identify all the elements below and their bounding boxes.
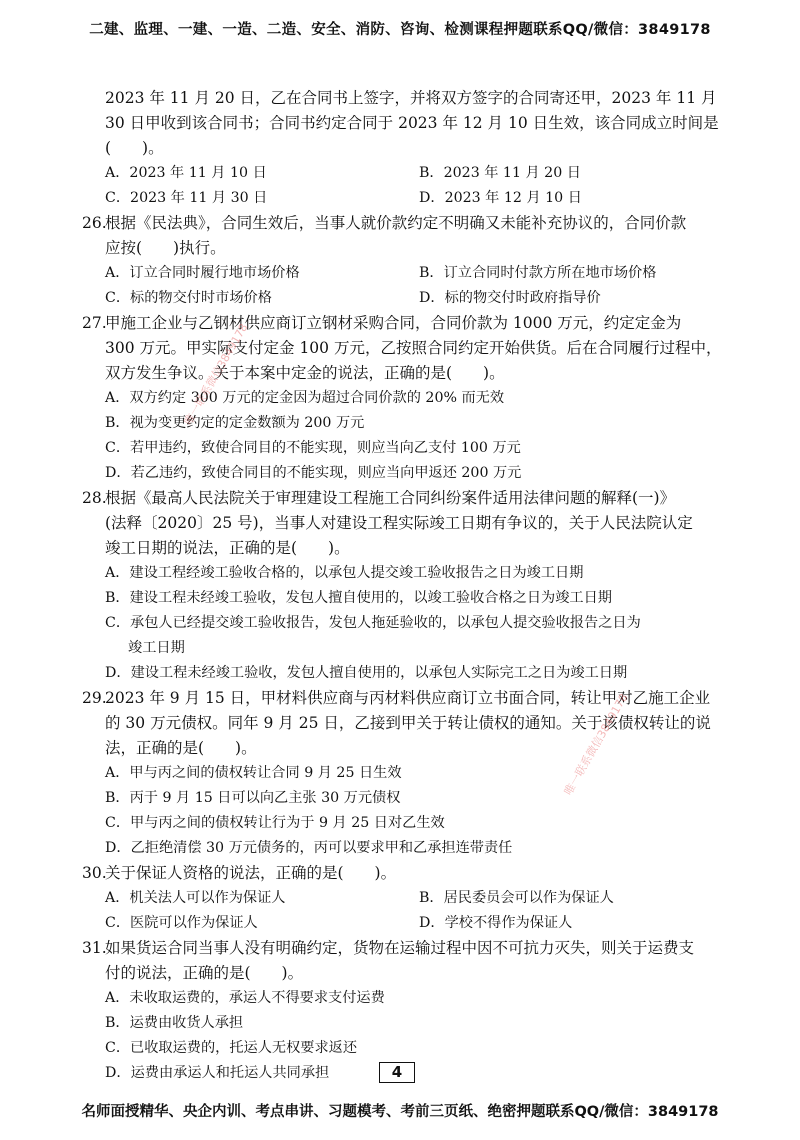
page-number: 4 <box>379 1062 415 1083</box>
q31-option-b[interactable]: B．运费由收货人承担 <box>105 1015 244 1031</box>
q28-stem-line: 竣工日期的说法，正确的是( )。 <box>105 539 350 557</box>
q27-stem-line <box>82 311 722 336</box>
q30-stem-text: 关于保证人资格的说法，正确的是( )。 <box>105 864 397 882</box>
q27-option-b[interactable]: B．视为变更约定的定金数额为 200 万元 <box>105 415 365 431</box>
q31-option-a[interactable]: A．未收取运费的，承运人不得要求支付运费 <box>105 990 385 1006</box>
q30-option-a[interactable]: A．机关法人可以作为保证人 <box>105 890 286 906</box>
q28-option-b[interactable]: B．建设工程未经竣工验收，发包人擅自使用的，以竣工验收合格之日为竣工日期 <box>105 590 612 606</box>
q29-option-d[interactable]: D．乙拒绝清偿 30 万元债务的，丙可以要求甲和乙承担连带责任 <box>105 840 513 856</box>
page-header: 二建、监理、一建、一造、二造、安全、消防、咨询、检测课程押题联系QQ/微信：3849178 <box>89 22 711 38</box>
q27-stem-line: 双方发生争议。关于本案中定金的说法，正确的是( )。 <box>105 364 505 382</box>
q29-stem-text: 2023 年 9 月 15 日，甲材料供应商与丙材料供应商订立书面合同，转让甲对乙施工企业 <box>105 689 711 707</box>
q26-option-c[interactable]: C．标的物交付时市场价格 <box>105 290 272 306</box>
q26-stem-line <box>82 211 722 236</box>
q31-number: 31. <box>82 939 107 957</box>
q30-option-b[interactable]: B．居民委员会可以作为保证人 <box>419 890 614 906</box>
q29-stem-line: 法，正确的是( )。 <box>105 739 257 757</box>
q26-stem-text: 根据《民法典》，合同生效后，当事人就价款约定不明确又未能补充协议的，合同价款 <box>105 214 687 232</box>
q25-option-a[interactable]: A．2023 年 11 月 10 日 <box>105 165 267 181</box>
q31-option-d[interactable]: D．运费由承运人和托运人共同承担 <box>105 1065 330 1081</box>
q28-option-c[interactable]: C．承包人已经提交竣工验收报告，发包人拖延验收的，以承包人提交验收报告之日为 <box>105 615 641 631</box>
q30-number: 30. <box>82 864 107 882</box>
q27-number: 27. <box>82 314 107 332</box>
q26-options-row <box>82 261 722 286</box>
q29-option-a[interactable]: A．甲与丙之间的债权转让合同 9 月 25 日生效 <box>105 765 402 781</box>
q29-option-b[interactable]: B．丙于 9 月 15 日可以向乙主张 30 万元债权 <box>105 790 401 806</box>
q25-option-b[interactable]: B．2023 年 11 月 20 日 <box>419 165 581 181</box>
q27-option-d[interactable]: D．若乙违约，致使合同目的不能实现，则应当向甲返还 200 万元 <box>105 465 522 481</box>
q25-option-d[interactable]: D．2023 年 12 月 10 日 <box>419 190 582 206</box>
q31-stem-line <box>82 936 722 961</box>
q26-option-b[interactable]: B．订立合同时付款方所在地市场价格 <box>419 265 657 281</box>
q26-stem-line: 应按( )执行。 <box>105 239 226 257</box>
q27-option-a[interactable]: A．双方约定 300 万元的定金因为超过合同价款的 20% 而无效 <box>105 390 505 406</box>
q25-stem-line: 2023 年 11 月 20 日，乙在合同书上签字，并将双方签字的合同寄还甲，2023 年 11 月 <box>105 89 717 107</box>
q29-option-c[interactable]: C．甲与丙之间的债权转让行为于 9 月 25 日对乙生效 <box>105 815 445 831</box>
page-footer: 名师面授精华、央企内训、考点串讲、习题模考、考前三页纸、绝密押题联系QQ/微信：3849178 <box>81 1104 719 1120</box>
q28-number: 28. <box>82 489 107 507</box>
q29-number: 29. <box>82 689 107 707</box>
question-content <box>82 86 722 1086</box>
q30-option-c[interactable]: C．医院可以作为保证人 <box>105 915 258 931</box>
q28-option-c-continued: 竣工日期 <box>128 640 185 656</box>
q30-options-row <box>82 911 722 936</box>
q30-option-d[interactable]: D．学校不得作为保证人 <box>419 915 573 931</box>
q26-option-d[interactable]: D．标的物交付时政府指导价 <box>419 290 601 306</box>
q31-stem-line: 付的说法，正确的是( )。 <box>105 964 304 982</box>
q25-stem-line: ( )。 <box>105 139 164 157</box>
q29-stem-line: 的 30 万元债权。同年 9 月 25 日，乙接到甲关于转让债权的通知。关于该债权转让的说 <box>105 714 711 732</box>
q30-options-row <box>82 886 722 911</box>
watermark: 唯一联系微信3849178 <box>561 691 631 798</box>
q27-stem-line: 300 万元。甲实际支付定金 100 万元，乙按照合同约定开始供货。后在合同履行过程中， <box>105 339 722 357</box>
q26-number: 26. <box>82 214 107 232</box>
q27-option-c[interactable]: C．若甲违约，致使合同目的不能实现，则应当向乙支付 100 万元 <box>105 440 521 456</box>
q28-stem-line: (法释〔2020〕25 号)，当事人对建设工程实际竣工日期有争议的，关于人民法院认定 <box>105 514 693 532</box>
q31-option-c[interactable]: C．已收取运费的，托运人无权要求返还 <box>105 1040 358 1056</box>
q26-option-a[interactable]: A．订立合同时履行地市场价格 <box>105 265 300 281</box>
q26-options-row <box>82 286 722 311</box>
q28-option-d[interactable]: D．建设工程未经竣工验收，发包人擅自使用的，以承包人实际完工之日为竣工日期 <box>105 665 628 681</box>
q30-stem-line <box>82 861 722 886</box>
q27-stem-text: 甲施工企业与乙钢材供应商订立钢材采购合同，合同价款为 1000 万元，约定定金为 <box>105 314 682 332</box>
q25-options-row <box>82 161 722 186</box>
q25-options-row <box>82 186 722 211</box>
q28-option-a[interactable]: A．建设工程经竣工验收合格的，以承包人提交竣工验收报告之日为竣工日期 <box>105 565 584 581</box>
q31-stem-text: 如果货运合同当事人没有明确约定，货物在运输过程中因不可抗力灭失，则关于运费支 <box>105 939 695 957</box>
watermark: 唯一联系微信3849178 <box>181 321 251 428</box>
q28-stem-text: 根据《最高人民法院关于审理建设工程施工合同纠纷案件适用法律问题的解释(一)》 <box>105 489 676 507</box>
q25-stem-line: 30 日甲收到该合同书；合同书约定合同于 2023 年 12 月 10 日生效，该合同成立时间是 <box>105 114 719 132</box>
q28-stem-line <box>82 486 722 511</box>
q25-option-c[interactable]: C．2023 年 11 月 30 日 <box>105 190 268 206</box>
